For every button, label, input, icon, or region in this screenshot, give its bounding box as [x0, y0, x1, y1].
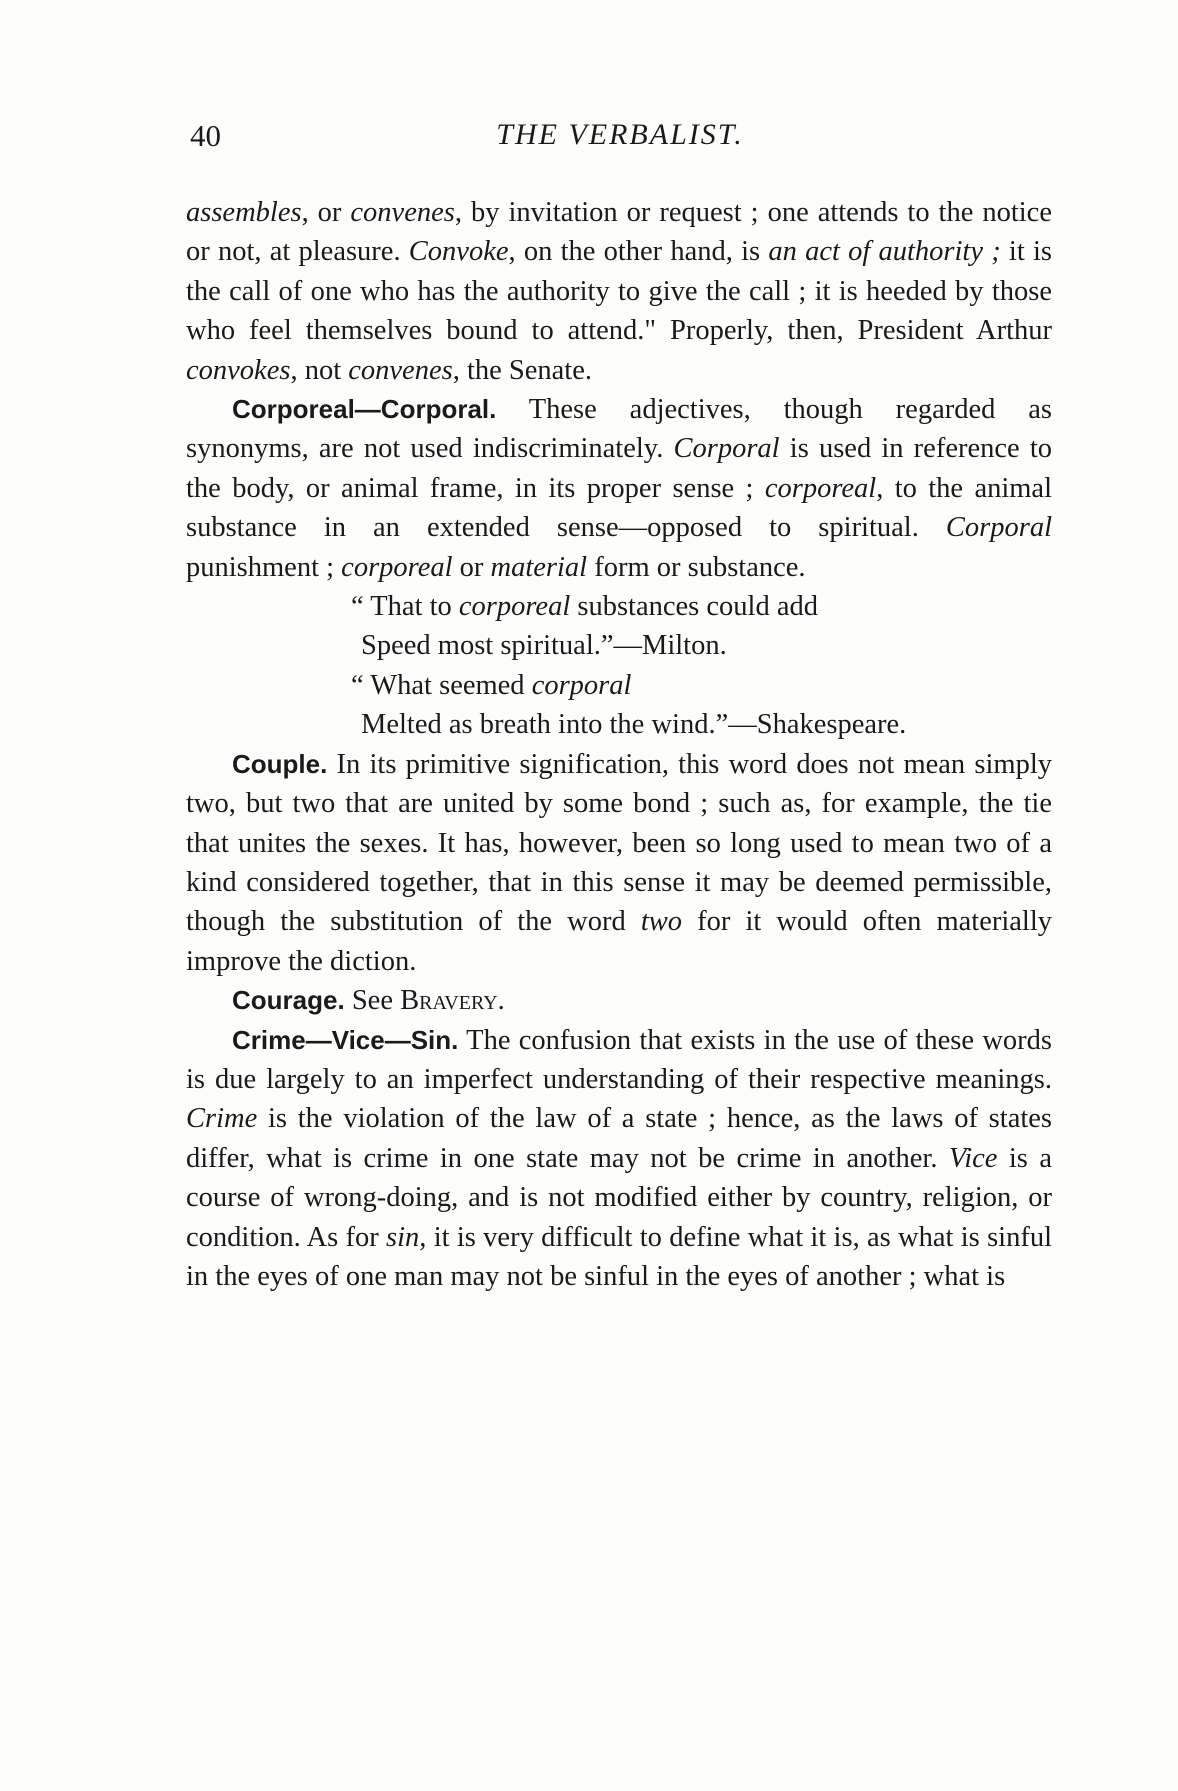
quotation-shakespeare: [351, 666, 1052, 745]
text-run: , or: [301, 197, 351, 228]
text-run: , to the animal substance in an extended sense—opposed to spiritual.: [186, 472, 1052, 544]
entry-couple: [186, 745, 1052, 981]
text-run: See: [344, 985, 401, 1017]
text-run: is the violation of the law of a state ; hence, as the laws of states differ, what is crime in one state may not be crime in another.: [186, 1103, 1052, 1174]
text-run: , on the other hand, is: [508, 236, 769, 268]
text-run: These adjectives, though regarded as synonyms, are not used indiscriminately.: [186, 394, 1052, 465]
italic-term: Vice: [948, 1142, 998, 1174]
text-run: punishment ;: [186, 551, 342, 583]
text-run: In its primitive signification, this word does not mean simply two, but two that are united by some bond ; such as, for example, the tie that unites the sexes. It has, however, been so long used to mean two of a kind considered together, that in this sense it may be deemed permissible, though the substitution of the word: [186, 748, 1052, 938]
quotation-milton: [351, 587, 1052, 666]
italic-term: corporeal: [341, 551, 453, 583]
quote-line: [351, 666, 1052, 705]
text-run: for it would often materially improve the diction.: [186, 906, 1052, 977]
entry-courage: [186, 981, 1052, 1020]
italic-term: Convoke: [408, 236, 509, 268]
body-text: [186, 193, 1052, 1296]
italic-term: assembles: [186, 197, 302, 228]
text-run: , it is very difficult to define what it is, as what is sinful in the eyes of one man may not be sinful in the eyes of another ; what is: [186, 1221, 1052, 1292]
headword: Corporeal—Corporal.: [232, 394, 497, 425]
page-header: [190, 118, 1050, 158]
text-run: .: [497, 985, 505, 1017]
italic-term: Corporal: [945, 512, 1052, 544]
italic-term: convenes: [350, 197, 455, 228]
quote-line: Speed most spiritual.”—Milton.: [361, 630, 727, 662]
text-run: “ What seemed: [351, 669, 532, 701]
italic-term: corporeal: [764, 472, 877, 504]
italic-term: Crime: [186, 1103, 258, 1135]
italic-term: corporal: [531, 669, 632, 701]
italic-term: Corporal: [673, 433, 780, 465]
text-run: form or substance.: [587, 551, 806, 583]
entry-crime-vice-sin: [186, 1021, 1052, 1297]
italic-term: convenes: [348, 354, 453, 386]
entry-corporeal: [186, 390, 1052, 587]
italic-term: convokes: [186, 354, 291, 386]
text-run: is used in reference to the body, or animal frame, in its proper sense ;: [186, 433, 1052, 504]
page-number: 40: [190, 118, 221, 153]
text-run: , by invitation or request ; one attends to the notice or not, at pleasure.: [186, 197, 1052, 268]
text-run: substances could add: [570, 591, 818, 623]
italic-term: corporeal: [458, 591, 571, 623]
text-run: is a course of wrong-doing, and is not modified either by country, religion, or condition. As for: [186, 1142, 1053, 1253]
text-run: The confusion that exists in the use of these words is due largely to an imperfect understanding of their respective meanings.: [186, 1024, 1052, 1095]
text-run: or: [452, 551, 491, 583]
headword: Courage.: [232, 985, 345, 1016]
text-run: it is the call of one who has the authority to give the call ; it is heeded by those who feel themselves bound to attend." Properly, then, President Arthur: [186, 236, 1052, 347]
text-run: , not: [290, 354, 349, 386]
italic-term: material: [490, 551, 588, 583]
running-title: THE VERBALIST.: [496, 118, 744, 151]
headword: Crime—Vice—Sin.: [232, 1024, 459, 1055]
headword: Couple.: [232, 748, 328, 779]
text-run: , the Senate.: [452, 354, 592, 386]
text-run: “ That to: [351, 591, 459, 623]
cross-reference: Bravery: [400, 985, 498, 1017]
italic-term: two: [640, 906, 683, 938]
paragraph-convoke-continued: [186, 193, 1052, 390]
quote-line: [351, 587, 1052, 626]
quote-line: Melted as breath into the wind.”—Shakespeare.: [361, 709, 907, 741]
italic-term: sin: [386, 1221, 420, 1253]
italic-term: an act of authority ;: [768, 236, 1001, 268]
